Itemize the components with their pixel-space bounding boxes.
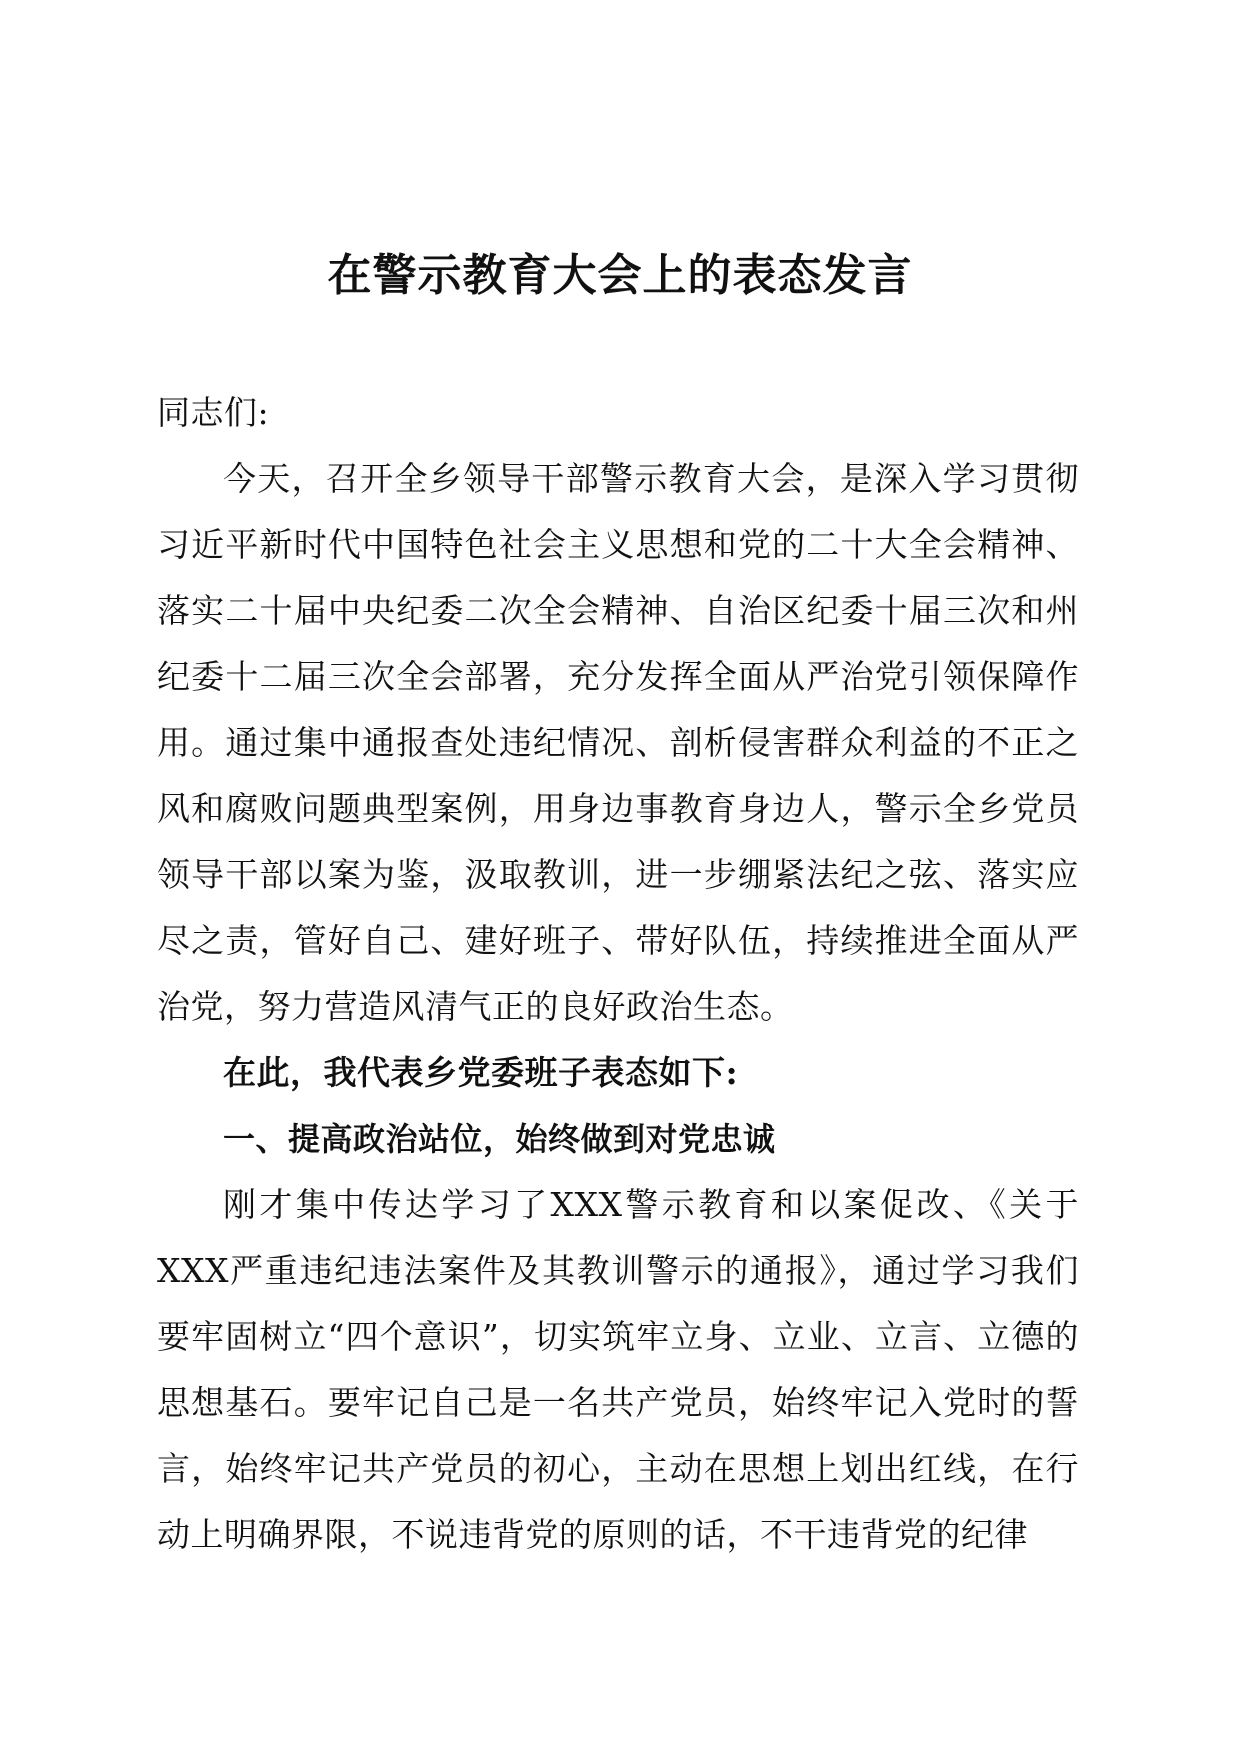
statement-line: 在此，我代表乡党委班子表态如下: (223, 1053, 739, 1092)
paragraph-section-1: 刚才集中传达学习了XXX警示教育和以案促改、《关于XXX严重违纪违法案件及其教训警示的通报》，通过学习我们要牢固树立“四个意识”，切实筑牢立身、立业、立言、立德的思想基石。要牢记自己是一名共产党员，始终牢记入党时的誓言，始终牢记共产党员的初心，主动在思想上划出红线，在行动上明确界限，不说违背党的原则的话，不干违背党的纪律 (157, 1185, 1079, 1554)
paragraph-intro: 今天，召开全乡领导干部警示教育大会，是深入学习贯彻习近平新时代中国特色社会主义思想和党的二十大全会精神、落实二十届中央纪委二次全会精神、自治区纪委十届三次和州纪委十二届三次全会部署，充分发挥全面从严治党引领保障作用。通过集中通报查处违纪情况、剖析侵害群众利益的不正之风和腐败问题典型案例，用身边事教育身边人，警示全乡党员领导干部以案为鉴，汲取教训，进一步绷紧法纪之弦、落实应尽之责，管好自己、建好班子、带好队伍，持续推进全面从严治党，努力营造风清气正的良好政治生态。 (157, 459, 1079, 1026)
salutation: 同志们: (157, 393, 270, 432)
document-title: 在警示教育大会上的表态发言 (327, 250, 913, 301)
section-heading-1: 一、提高政治站位，始终做到对党忠诚 (223, 1120, 776, 1158)
